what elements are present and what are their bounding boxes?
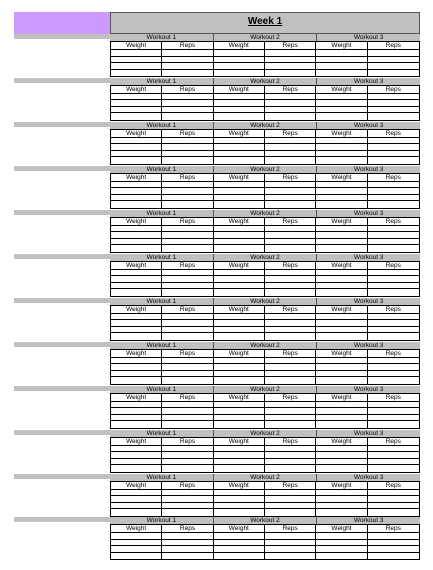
week-day-block [14,517,420,560]
workout-header: Workout 2 [213,474,317,481]
log-entry-cell[interactable] [111,421,162,428]
workout-header: Workout 1 [146,34,177,41]
weight-column-header: Weight [111,42,162,50]
weight-column-header: Weight [316,130,367,138]
log-entry-cell[interactable] [162,70,213,77]
workout-header: Workout 2 [213,430,317,437]
workout-header-row [110,298,420,305]
log-entry-cell[interactable] [162,553,213,560]
weight-column-header: Weight [316,86,367,94]
week-day-block [14,166,420,209]
log-grid [110,437,420,473]
workout-header: Workout 3 [316,166,420,173]
log-entry-cell[interactable] [265,509,316,516]
log-entry-cell[interactable] [265,377,316,384]
log-entry-cell[interactable] [265,333,316,340]
weight-column-header: Weight [214,218,265,226]
workout-header: Workout 2 [213,298,317,305]
reps-column-header: Reps [368,350,419,358]
workout-header: Workout 2 [213,386,317,393]
workout-header: Workout 2 [213,122,317,129]
weight-column-header: Weight [316,438,367,446]
weight-column-header: Weight [111,394,162,402]
log-entry-cell[interactable] [316,289,367,296]
day-label-bar [14,210,110,215]
reps-column-header: Reps [368,174,419,182]
workout-header: Workout 1 [146,517,177,525]
workout-header: Workout 2 [213,166,317,173]
reps-column-header: Reps [162,306,213,314]
day-label-bar [14,386,110,391]
log-entry-cell[interactable] [265,113,316,120]
log-entry-cell[interactable] [316,421,367,428]
reps-column-header: Reps [265,394,316,402]
day-label-bar [14,430,110,435]
reps-column-header: Reps [368,130,419,138]
reps-column-header: Reps [265,86,316,94]
log-entry-cell[interactable] [316,157,367,164]
log-grid [110,173,420,209]
log-entry-cell[interactable] [214,377,265,384]
weight-column-header: Weight [214,438,265,446]
log-grid [110,41,420,77]
weight-column-header: Weight [111,86,162,94]
log-entry-cell[interactable] [162,421,213,428]
log-entry-cell[interactable] [214,333,265,340]
log-entry-cell[interactable] [316,377,367,384]
weight-column-header: Weight [214,174,265,182]
reps-column-header: Reps [162,174,213,182]
header-accent-cell [14,12,110,34]
log-entry-cell[interactable] [316,245,367,252]
log-entry-cell[interactable] [111,289,162,296]
workout-header: Workout 3 [316,298,420,305]
workout-header: Workout 1 [146,77,177,85]
weight-column-header: Weight [316,262,367,270]
workout-header: Workout 2 [213,34,317,41]
log-entry-cell[interactable] [368,157,419,164]
log-entry-cell[interactable] [368,377,419,384]
weight-column-header: Weight [316,42,367,50]
log-grid [110,305,420,341]
workout-header-row [110,386,420,393]
day-label-bar [14,474,110,479]
workout-header-row [110,430,420,437]
weight-column-header: Weight [111,306,162,314]
log-entry-cell[interactable] [368,333,419,340]
workout-header: Workout 2 [213,210,317,217]
workout-header: Workout 3 [316,386,420,393]
workout-header-row [110,78,420,85]
log-entry-cell[interactable] [316,70,367,77]
reps-column-header: Reps [368,306,419,314]
log-entry-cell[interactable] [111,70,162,77]
log-entry-cell[interactable] [214,245,265,252]
weight-column-header: Weight [111,438,162,446]
weight-column-header: Weight [316,525,367,533]
log-entry-cell[interactable] [111,465,162,472]
log-entry-cell[interactable] [111,157,162,164]
reps-column-header: Reps [265,482,316,490]
reps-column-header: Reps [162,218,213,226]
log-entry-cell[interactable] [265,157,316,164]
log-grid [110,217,420,253]
weight-column-header: Weight [316,218,367,226]
workout-header: Workout 3 [316,122,420,129]
log-entry-cell[interactable] [162,509,213,516]
log-grid [110,261,420,297]
log-entry-cell[interactable] [265,553,316,560]
weight-column-header: Weight [214,86,265,94]
log-entry-cell[interactable] [368,465,419,472]
workout-header: Workout 3 [316,474,420,481]
day-label-bar [14,298,110,303]
log-entry-cell[interactable] [162,245,213,252]
workout-header: Workout 1 [146,473,177,481]
weight-column-header: Weight [214,350,265,358]
log-entry-cell[interactable] [214,157,265,164]
workout-header: Workout 3 [316,254,420,261]
workout-header-row [110,210,420,217]
reps-column-header: Reps [265,174,316,182]
log-grid [110,481,420,517]
log-entry-cell[interactable] [111,113,162,120]
day-label-bar [14,166,110,171]
log-entry-cell[interactable] [265,70,316,77]
reps-column-header: Reps [368,482,419,490]
workout-header: Workout 2 [213,78,317,85]
reps-column-header: Reps [368,438,419,446]
reps-column-header: Reps [162,482,213,490]
weight-column-header: Weight [111,130,162,138]
reps-column-header: Reps [368,86,419,94]
log-grid [110,349,420,385]
weight-column-header: Weight [111,482,162,490]
workout-header: Workout 3 [316,34,420,41]
reps-column-header: Reps [162,525,213,533]
week-day-block [14,122,420,165]
workout-header: Workout 1 [146,341,177,349]
log-entry-cell[interactable] [265,201,316,208]
workout-header: Workout 3 [316,517,420,524]
weight-column-header: Weight [111,525,162,533]
log-entry-cell[interactable] [162,201,213,208]
day-label-bar [14,78,110,83]
log-entry-cell[interactable] [162,465,213,472]
workout-header: Workout 1 [146,385,177,393]
reps-column-header: Reps [162,262,213,270]
header-title-cell [110,12,420,34]
week-day-block [14,298,420,341]
weight-column-header: Weight [316,482,367,490]
log-entry-cell[interactable] [265,245,316,252]
log-entry-cell[interactable] [265,421,316,428]
day-label-bar [14,122,110,127]
log-grid [110,129,420,165]
weight-column-header: Weight [316,306,367,314]
log-entry-cell[interactable] [162,377,213,384]
log-entry-cell[interactable] [265,465,316,472]
week-day-block [14,386,420,429]
workout-header: Workout 3 [316,78,420,85]
workout-header: Workout 1 [146,121,177,129]
workout-header: Workout 3 [316,210,420,217]
reps-column-header: Reps [265,438,316,446]
week-day-block [14,210,420,253]
week-day-block [14,342,420,385]
log-entry-cell[interactable] [214,289,265,296]
log-entry-cell[interactable] [316,465,367,472]
reps-column-header: Reps [368,262,419,270]
workout-header: Workout 1 [146,253,177,261]
weight-column-header: Weight [214,394,265,402]
log-entry-cell[interactable] [162,333,213,340]
workout-header: Workout 1 [146,209,177,217]
day-label-bar [14,342,110,347]
log-entry-cell[interactable] [111,509,162,516]
log-entry-cell[interactable] [368,245,419,252]
log-entry-cell[interactable] [111,333,162,340]
workout-header: Workout 3 [316,342,420,349]
workout-header-row [110,342,420,349]
week-day-block [14,474,420,517]
week-title: Week 1 [247,16,283,27]
workout-header: Workout 1 [146,165,177,173]
log-entry-cell[interactable] [162,113,213,120]
workout-header: Workout 1 [146,429,177,437]
log-entry-cell[interactable] [162,289,213,296]
log-entry-cell[interactable] [162,157,213,164]
log-entry-cell[interactable] [368,70,419,77]
reps-column-header: Reps [265,350,316,358]
weight-column-header: Weight [214,262,265,270]
weight-column-header: Weight [214,42,265,50]
log-entry-cell[interactable] [214,421,265,428]
weight-column-header: Weight [316,174,367,182]
log-entry-cell[interactable] [214,553,265,560]
log-entry-cell[interactable] [111,245,162,252]
log-grid [110,393,420,429]
workout-header-row [110,34,420,41]
workout-header: Workout 2 [213,342,317,349]
week-day-block [14,254,420,297]
day-label-bar [14,517,110,522]
weight-column-header: Weight [111,218,162,226]
log-entry-cell[interactable] [368,421,419,428]
reps-column-header: Reps [368,394,419,402]
log-entry-cell[interactable] [214,70,265,77]
log-entry-cell[interactable] [316,553,367,560]
reps-column-header: Reps [368,218,419,226]
day-label-bar [14,254,110,259]
reps-column-header: Reps [162,438,213,446]
workout-header: Workout 3 [316,430,420,437]
log-entry-cell[interactable] [316,333,367,340]
reps-column-header: Reps [265,262,316,270]
log-entry-cell[interactable] [214,509,265,516]
log-entry-cell[interactable] [368,201,419,208]
week-day-block [14,34,420,77]
reps-column-header: Reps [265,42,316,50]
week-day-block [14,78,420,121]
week-day-block [14,430,420,473]
weight-column-header: Weight [214,130,265,138]
log-entry-cell[interactable] [368,289,419,296]
day-label-bar [14,34,110,39]
reps-column-header: Reps [265,525,316,533]
log-grid [110,85,420,121]
workout-header-row [110,254,420,261]
reps-column-header: Reps [162,42,213,50]
log-entry-cell[interactable] [368,509,419,516]
workout-header-row [110,122,420,129]
reps-column-header: Reps [265,218,316,226]
weight-column-header: Weight [111,174,162,182]
reps-column-header: Reps [368,525,419,533]
workout-header: Workout 1 [146,297,177,305]
workout-header: Workout 2 [213,254,317,261]
workout-header-row [110,474,420,481]
weight-column-header: Weight [214,306,265,314]
reps-column-header: Reps [265,306,316,314]
log-entry-cell[interactable] [265,289,316,296]
log-entry-cell[interactable] [316,201,367,208]
reps-column-header: Reps [162,394,213,402]
log-entry-cell[interactable] [111,377,162,384]
log-entry-cell[interactable] [316,113,367,120]
log-entry-cell[interactable] [368,113,419,120]
log-entry-cell[interactable] [214,201,265,208]
log-entry-cell[interactable] [111,553,162,560]
log-entry-cell[interactable] [214,465,265,472]
log-entry-cell[interactable] [111,201,162,208]
log-entry-cell[interactable] [368,553,419,560]
weight-column-header: Weight [111,262,162,270]
workout-header-row [110,517,420,524]
weight-column-header: Weight [316,350,367,358]
log-grid [110,524,420,560]
reps-column-header: Reps [368,42,419,50]
weight-column-header: Weight [316,394,367,402]
workout-header: Workout 2 [213,517,317,524]
weight-column-header: Weight [214,482,265,490]
reps-column-header: Reps [162,130,213,138]
weight-column-header: Weight [214,525,265,533]
reps-column-header: Reps [162,86,213,94]
reps-column-header: Reps [162,350,213,358]
workout-header-row [110,166,420,173]
log-entry-cell[interactable] [316,509,367,516]
reps-column-header: Reps [265,130,316,138]
weight-column-header: Weight [111,350,162,358]
log-entry-cell[interactable] [214,113,265,120]
